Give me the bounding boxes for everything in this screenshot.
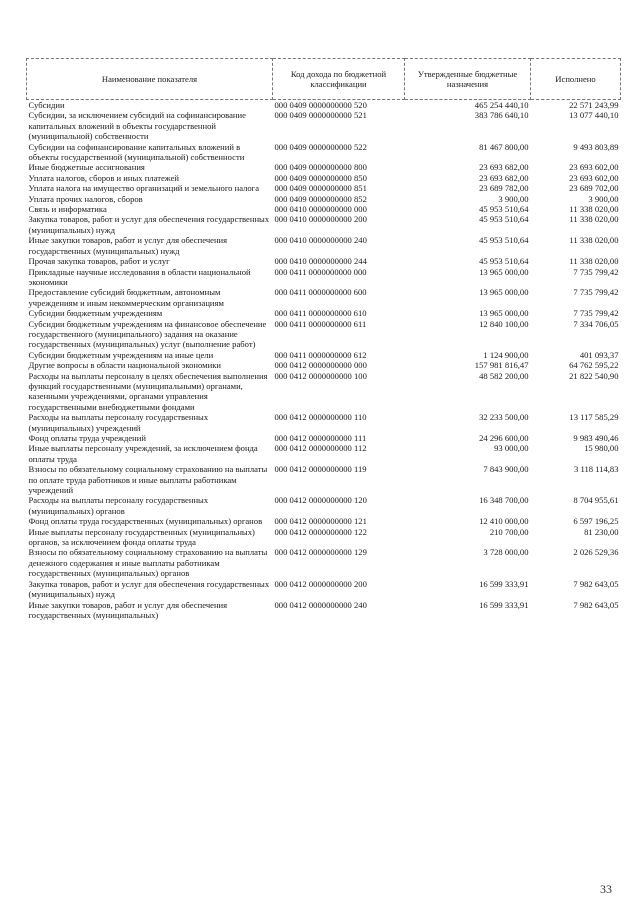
table-row: [27, 350, 621, 360]
header-indicator-name: Наименование показателя: [27, 59, 273, 100]
table-row: [27, 110, 621, 141]
row-code-cell: 000 0411 0000000000 610: [274, 308, 367, 319]
header-executed: Исполнено: [531, 59, 621, 100]
row-executed-cell: 22 571 243,99: [569, 100, 619, 110]
row-approved-cell: 13 965 000,00: [479, 287, 529, 298]
row-approved-cell: 48 582 200,00: [479, 370, 529, 381]
row-code-cell: 000 0410 0000000000 000: [274, 204, 367, 215]
row-approved-cell: 16 599 333,91: [479, 599, 529, 610]
row-name-cell: Взносы по обязательному социальному страхованию на выплаты денежного содержания и иные выплаты работникам государственных (муниципальных) органов: [28, 547, 268, 579]
row-approved-cell: 24 296 600,00: [479, 433, 529, 443]
row-executed-cell: 11 338 020,00: [569, 214, 619, 225]
row-approved-cell: 12 410 000,00: [479, 516, 529, 527]
table-row: [27, 142, 621, 163]
row-approved-cell: 23 693 682,00: [479, 172, 529, 183]
row-executed-cell: 13 117 585,29: [569, 412, 619, 423]
table-row: [27, 173, 621, 183]
table-row: [27, 516, 621, 526]
row-code-cell: 000 0412 0000000000 110: [274, 412, 367, 423]
row-code-cell: 000 0409 0000000000 850: [274, 172, 367, 183]
row-executed-cell: 11 338 020,00: [569, 235, 619, 246]
row-executed-cell: 7 982 643,05: [573, 578, 619, 589]
row-name-cell: Расходы на выплаты персоналу государственных (муниципальных) органов: [28, 495, 209, 516]
row-code-cell: 000 0412 0000000000 112: [274, 443, 367, 454]
row-code-cell: 000 0409 0000000000 800: [274, 162, 367, 173]
row-executed-cell: 11 338 020,00: [569, 204, 619, 215]
header-approved-appropriations: Утвержденные бюджетные назначения: [405, 59, 531, 100]
row-approved-cell: 93 000,00: [494, 443, 529, 454]
row-code-cell: 000 0410 0000000000 244: [274, 256, 367, 267]
table-row: [27, 319, 621, 350]
row-name-cell: Иные закупки товаров, работ и услуг для обеспечения государственных (муниципальных): [28, 599, 228, 620]
table-row: [27, 579, 621, 600]
row-code-cell: 000 0411 0000000000 611: [274, 318, 367, 329]
table-row: [27, 433, 621, 443]
row-code-cell: 000 0412 0000000000 121: [274, 516, 367, 527]
row-code-cell: 000 0412 0000000000 111: [274, 433, 367, 443]
row-name-cell: Прочая закупка товаров, работ и услуг: [28, 256, 170, 267]
row-approved-cell: 210 700,00: [489, 526, 529, 537]
row-name-cell: Расходы на выплаты персоналу государственных (муниципальных) учреждений: [28, 412, 209, 433]
row-name-cell: Субсидии бюджетным учреждениям на финансовое обеспечение государственного (муниципального) задания на оказание государственных (муниципальных) услуг (выполнение работ): [28, 318, 267, 350]
row-approved-cell: 45 953 510,64: [479, 204, 529, 215]
row-name-cell: Фонд оплаты труда государственных (муниципальных) органов: [28, 516, 263, 527]
row-code-cell: 000 0412 0000000000 129: [274, 547, 367, 558]
table-row: [27, 360, 621, 370]
table-row: [27, 214, 621, 235]
table-row: [27, 162, 621, 172]
row-executed-cell: 7 334 706,05: [573, 318, 619, 329]
table-row: [27, 256, 621, 266]
row-approved-cell: 1 124 900,00: [483, 349, 529, 360]
table-row: [27, 600, 621, 621]
row-executed-cell: 15 980,00: [584, 443, 619, 454]
row-executed-cell: 7 735 799,42: [573, 308, 619, 319]
row-approved-cell: 23 693 682,00: [479, 162, 529, 173]
row-approved-cell: 465 254 440,10: [474, 100, 529, 110]
row-approved-cell: 23 689 782,00: [479, 183, 529, 194]
row-name-cell: Субсидии, за исключением субсидий на софинансирование капитальных вложений в объекты государственной (муниципальной) собственности: [28, 110, 246, 142]
report-page: [26, 58, 620, 620]
row-code-cell: 000 0409 0000000000 521: [274, 110, 367, 121]
row-code-cell: 000 0412 0000000000 119: [274, 464, 367, 475]
row-code-cell: 000 0412 0000000000 000: [274, 360, 367, 371]
row-executed-cell: 7 735 799,42: [573, 266, 619, 277]
table-row: [27, 235, 621, 256]
row-name-cell: Фонд оплаты труда учреждений: [28, 433, 146, 443]
row-approved-cell: 157 981 816,47: [474, 360, 529, 371]
table-row: [27, 308, 621, 318]
row-name-cell: Предоставление субсидий бюджетным, автономным учреждениям и иным некоммерческим организациям: [28, 287, 224, 308]
row-name-cell: Расходы на выплаты персоналу в целях обеспечения выполнения функций государственными (муниципальными) органами, казенными учреждениями, органами управления государственными внебюджетными фондами: [28, 370, 268, 412]
row-approved-cell: 7 843 900,00: [483, 464, 529, 475]
row-code-cell: 000 0412 0000000000 240: [274, 599, 367, 610]
row-executed-cell: 13 077 440,10: [569, 110, 619, 121]
row-executed-cell: 7 982 643,05: [573, 599, 619, 610]
row-name-cell: Прикладные научные исследования в области национальной экономики: [28, 266, 251, 287]
row-code-cell: 000 0412 0000000000 122: [274, 526, 367, 537]
row-executed-cell: 23 689 702,00: [569, 183, 619, 194]
row-name-cell: Другие вопросы в области национальной экономики: [28, 360, 221, 371]
row-code-cell: 000 0410 0000000000 240: [274, 235, 367, 246]
row-name-cell: Уплата налога на имущество организаций и земельного налога: [28, 183, 260, 194]
row-name-cell: Закупка товаров, работ и услуг для обеспечения государственных (муниципальных) нужд: [28, 214, 270, 235]
row-name-cell: Связь и информатика: [28, 204, 107, 215]
row-name-cell: Иные выплаты персоналу государственных (муниципальных) органов, за исключением фонда оплаты труда: [28, 526, 255, 548]
row-code-cell: 000 0411 0000000000 000: [274, 266, 367, 277]
row-executed-cell: 23 693 602,00: [569, 162, 619, 173]
row-executed-cell: 7 735 799,42: [573, 287, 619, 298]
row-executed-cell: 3 118 114,83: [574, 464, 619, 475]
table-row: [27, 371, 621, 413]
row-name-cell: Закупка товаров, работ и услуг для обеспечения государственных (муниципальных) нужд: [28, 578, 270, 600]
table-row: [27, 183, 621, 193]
row-code-cell: 000 0412 0000000000 200: [274, 578, 367, 589]
row-executed-cell: 6 597 196,25: [573, 516, 619, 527]
row-approved-cell: 81 467 800,00: [479, 141, 529, 152]
table-row: [27, 464, 621, 495]
row-name-cell: Уплата прочих налогов, сборов: [28, 193, 143, 204]
row-code-cell: 000 0409 0000000000 851: [274, 183, 367, 194]
row-approved-cell: 45 953 510,64: [479, 235, 529, 246]
table-row: [27, 443, 621, 464]
row-code-cell: 000 0409 0000000000 520: [274, 100, 367, 110]
table-row: [27, 412, 621, 433]
row-executed-cell: 401 093,37: [579, 349, 619, 360]
row-approved-cell: 3 900,00: [498, 193, 529, 204]
table-row: [27, 527, 621, 548]
row-approved-cell: 13 965 000,00: [479, 266, 529, 277]
row-approved-cell: 16 348 700,00: [479, 495, 529, 506]
table-row: [27, 204, 621, 214]
header-budget-code: Код дохода по бюджетной классификации: [273, 59, 405, 100]
row-name-cell: Взносы по обязательному социальному страхованию на выплаты по оплате труда работников и иные выплаты работникам учреждений: [28, 464, 268, 496]
row-code-cell: 000 0412 0000000000 120: [274, 495, 367, 506]
budget-execution-table: [26, 58, 621, 620]
row-executed-cell: 81 230,00: [584, 526, 619, 537]
row-approved-cell: 3 728 000,00: [483, 547, 529, 558]
row-approved-cell: 12 840 100,00: [479, 318, 529, 329]
row-name-cell: Субсидии бюджетным учреждениям на иные цели: [28, 349, 214, 360]
row-approved-cell: 45 953 510,64: [479, 214, 529, 225]
row-code-cell: 000 0410 0000000000 200: [274, 214, 367, 225]
row-code-cell: 000 0411 0000000000 600: [274, 287, 367, 298]
table-row: [27, 267, 621, 288]
table-row: [27, 495, 621, 516]
row-approved-cell: 32 233 500,00: [479, 412, 529, 423]
row-executed-cell: 11 338 020,00: [569, 256, 619, 267]
row-executed-cell: 21 822 540,90: [569, 370, 619, 381]
row-name-cell: Субсидии на софинансирование капитальных вложений в объекты государственной (муниципальной) собственности: [28, 141, 245, 163]
row-approved-cell: 13 965 000,00: [479, 308, 529, 319]
row-approved-cell: 383 786 640,10: [474, 110, 529, 121]
table-body: [27, 100, 621, 621]
row-name-cell: Иные бюджетные ассигнования: [28, 162, 145, 173]
row-executed-cell: 3 900,00: [588, 193, 619, 204]
row-executed-cell: 23 693 602,00: [569, 172, 619, 183]
row-name-cell: Уплата налогов, сборов и иных платежей: [28, 172, 180, 183]
row-code-cell: 000 0411 0000000000 612: [274, 349, 367, 360]
row-approved-cell: 45 953 510,64: [479, 256, 529, 267]
row-executed-cell: 9 493 803,89: [573, 141, 619, 152]
row-executed-cell: 9 983 490,46: [573, 433, 619, 443]
row-code-cell: 000 0409 0000000000 852: [274, 193, 367, 204]
row-code-cell: 000 0412 0000000000 100: [274, 370, 367, 381]
row-code-cell: 000 0409 0000000000 522: [274, 141, 367, 152]
table-row: [27, 547, 621, 578]
row-name-cell: Иные выплаты персоналу учреждений, за исключением фонда оплаты труда: [28, 443, 258, 464]
row-name-cell: Субсидии бюджетным учреждениям: [28, 308, 163, 319]
page-number: 33: [600, 882, 612, 896]
table-row: [27, 100, 621, 111]
row-approved-cell: 16 599 333,91: [479, 578, 529, 589]
row-executed-cell: 2 026 529,36: [573, 547, 619, 558]
table-header-row: [27, 59, 621, 100]
row-name-cell: Иные закупки товаров, работ и услуг для обеспечения государственных (муниципальных) нужд: [28, 235, 228, 256]
row-executed-cell: 8 704 955,61: [573, 495, 619, 506]
table-row: [27, 194, 621, 204]
row-name-cell: Субсидии: [28, 100, 65, 110]
table-row: [27, 287, 621, 308]
row-executed-cell: 64 762 595,22: [569, 360, 619, 371]
